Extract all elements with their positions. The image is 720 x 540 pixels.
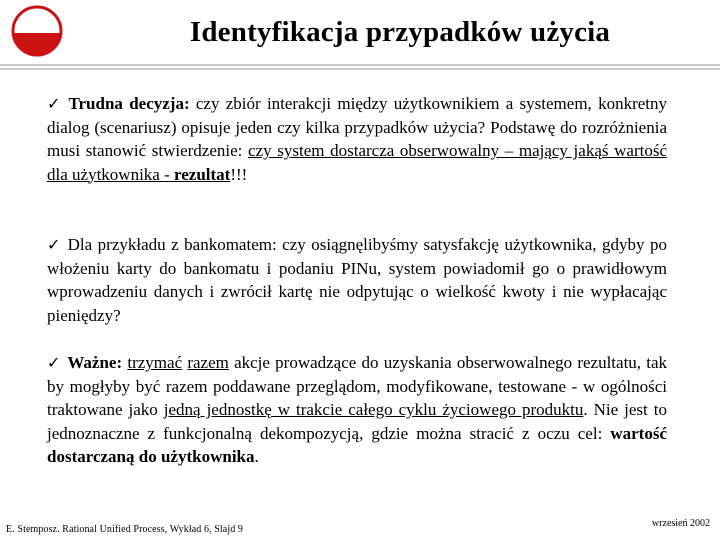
text: akcje prowadzące do uzyskania obserwowalnego rezultatu, tak by mogłyby być razem poddawane przeglądom, modyfikowane, testowane - w ogólności traktowane jako — [47, 353, 668, 419]
text-end: !!! — [230, 164, 248, 184]
checkmark-icon: ✓ — [47, 235, 62, 254]
paragraph-atm-example — [47, 233, 667, 327]
paragraph-important — [47, 351, 667, 469]
bold-text: wartość dostarczaną do użytkownika — [47, 423, 667, 466]
text-end: . — [254, 447, 259, 466]
title-divider-top — [0, 64, 720, 66]
underlined-text: razem — [187, 353, 229, 372]
underlined-bold-text: rezultat — [174, 164, 231, 184]
text: czy zbiór interakcji między użytkownikiem a systemem, konkretny dialog (scenariusz) opisuje jeden czy kilka przypadków użycia? Podstawę do rozróżnienia musi stanowić stwierdzenie: — [47, 94, 667, 160]
paragraph-difficult-decision — [47, 92, 667, 186]
footer-credits: E. Stemposz. Rational Unified Process, Wykład 6, Slajd 9 — [6, 524, 244, 535]
text: Dla przykładu z bankomatem: czy osiągnęlibyśmy satysfakcję użytkownika, gdyby po włożeniu karty do bankomatu i podaniu PINu, system powiadomił go o prawidłowym wprowadzeniu danych i zwrócił kartę nie odpytując o wielkość kwoty i nie wypłacając pieniędzy? — [47, 235, 667, 325]
lead-bold: Ważne: — [67, 353, 123, 372]
footer-date: wrzesień 2002 — [651, 518, 710, 529]
title-divider-bottom — [0, 68, 720, 70]
checkmark-icon: ✓ — [47, 94, 63, 113]
lead-bold: Trudna decyzja: — [68, 94, 190, 113]
page-title: Identyfikacja przypadków użycia — [189, 16, 611, 48]
text: . Nie jest to jednoznaczne z funkcjonalną dekompozycją, gdzie można stracić z oczu cel: — [47, 400, 667, 443]
underlined-text: trzymać — [127, 353, 183, 372]
checkmark-icon: ✓ — [47, 353, 62, 372]
underlined-text: jedną jednostkę w trakcie całego cyklu życiowego produktu — [163, 400, 584, 419]
underlined-text: czy system dostarcza obserwowalny – mający jakąś wartość dla użytkownika - — [47, 141, 667, 184]
